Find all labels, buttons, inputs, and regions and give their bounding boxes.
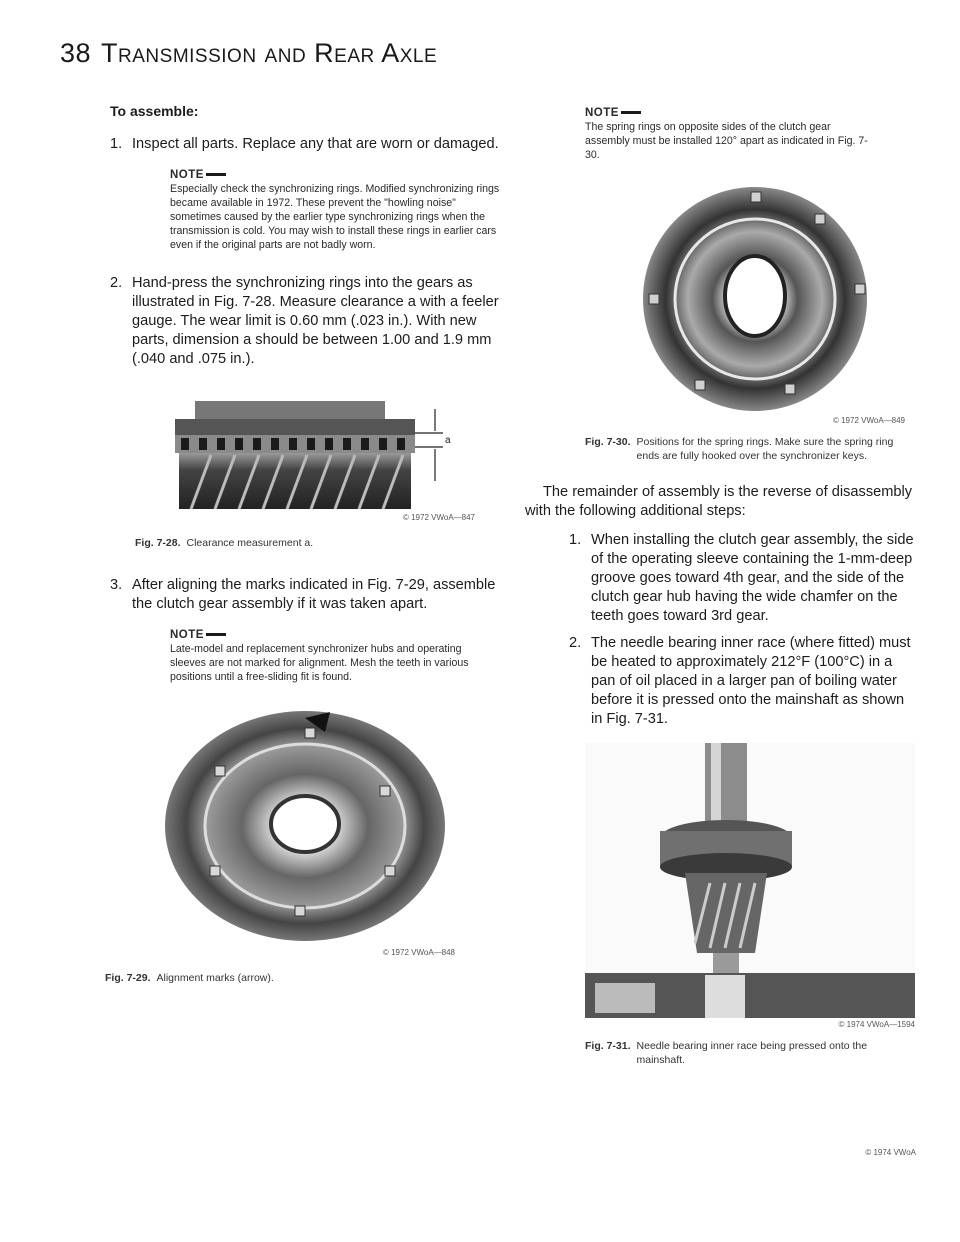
step-text: Inspect all parts. Replace any that are worn or damaged. [132,136,499,152]
footer-credit: © 1974 VWoA [865,1148,916,1157]
note-title: NOTE [170,628,500,642]
step-3 [110,576,500,614]
figure-label: Fig. 7-31. [585,1040,631,1052]
step-2 [110,274,500,369]
note-text: Especially check the synchronizing rings. Modified synchronizing rings became available in 1972. These prevent the "howling noise" sometimes caused by the earlier type synchronizing rings when the transmission is cold. You may wish to install these rings in earlier cars even if the original parts are not badly worn. [170,183,500,251]
caption-text: Positions for the spring rings. Make sure the spring ring ends are fully hooked over the synchronizer keys. [636,436,894,462]
figure-credit: © 1974 VWoA—1594 [838,1020,915,1029]
step-2 [569,634,915,729]
figure-label: Fig. 7-28. [135,537,181,549]
step-text: When installing the clutch gear assembly, the side of the operating sleeve containing the 1-mm-deep groove goes toward 4th gear, and the side of the clutch gear hub having the wide chamfer on the teeth goes toward 3rd gear. [591,532,914,624]
step-1 [569,531,915,626]
figure-label: Fig. 7-29. [105,972,151,984]
step-text: After aligning the marks indicated in Fig. 7-29, assemble the clutch gear assembly if it was taken apart. [132,577,496,612]
note-spring-rings [585,106,875,162]
figure-caption [585,1039,915,1067]
step-number: 1. [110,136,123,152]
figure-label: Fig. 7-30. [585,436,631,448]
step-number: 2. [110,275,123,291]
page-header [60,38,437,69]
step-number: 3. [110,577,123,593]
step-text: Hand-press the synchronizing rings into the gears as illustrated in Fig. 7-28. Measure clearance a with a feeler gauge. The wear limit is 0.60 mm (.023 in.). With new parts, dimension a should be between 1.00 and 1.9 mm (.040 and .075 in.). [132,275,499,367]
step-1 [110,135,500,154]
page-number: 38 [60,38,92,68]
intro-paragraph: The remainder of assembly is the reverse of disassembly with the following additional steps: [525,484,913,519]
figure-credit: © 1972 VWoA—848 [382,948,455,957]
caption-text: Alignment marks (arrow). [156,972,274,984]
synchronizer-hub-photo [155,706,455,946]
figure-7-29 [105,706,455,985]
figure-caption [105,971,455,985]
caption-text: Clearance measurement a. [186,537,314,549]
figure-caption [585,435,915,463]
note-alignment [170,628,500,684]
note-title: NOTE [585,106,875,120]
note-text: The spring rings on opposite sides of the clutch gear assembly must be installed 120° apart as indicated in Fig. 7-30. [585,121,868,161]
figure-7-28 [135,391,475,550]
note-synchronizing-rings [170,168,500,252]
mainshaft-press-photo [585,743,915,1018]
figure-credit: © 1972 VWoA—847 [402,513,475,522]
figure-7-31 [585,743,915,1029]
figure-caption [135,536,475,550]
gear-clearance-photo [135,391,475,511]
figure-credit: © 1972 VWoA—849 [832,416,905,425]
page-title: Transmission and Rear Axle [101,38,438,68]
figure-7-30 [605,184,905,425]
spring-ring-photo [605,184,905,414]
step-text: The needle bearing inner race (where fitted) must be heated to approximately 212°F (100°C) in a pan of oil placed in a larger pan of boiling water before it is pressed onto the mainshaft as shown in Fig. 7-31. [591,635,911,727]
section-heading: To assemble: [110,103,199,119]
step-number: 2. [569,635,582,651]
right-column [525,106,915,1067]
dimension-label: a [445,435,451,446]
caption-text: Needle bearing inner race being pressed onto the mainshaft. [636,1040,868,1066]
left-column [105,100,500,985]
note-text: Late-model and replacement synchronizer hubs and operating sleeves are not marked for alignment. Mesh the teeth in various positions until a free-sliding fit is found. [170,643,469,683]
step-number: 1. [569,532,582,548]
note-title: NOTE [170,168,500,182]
